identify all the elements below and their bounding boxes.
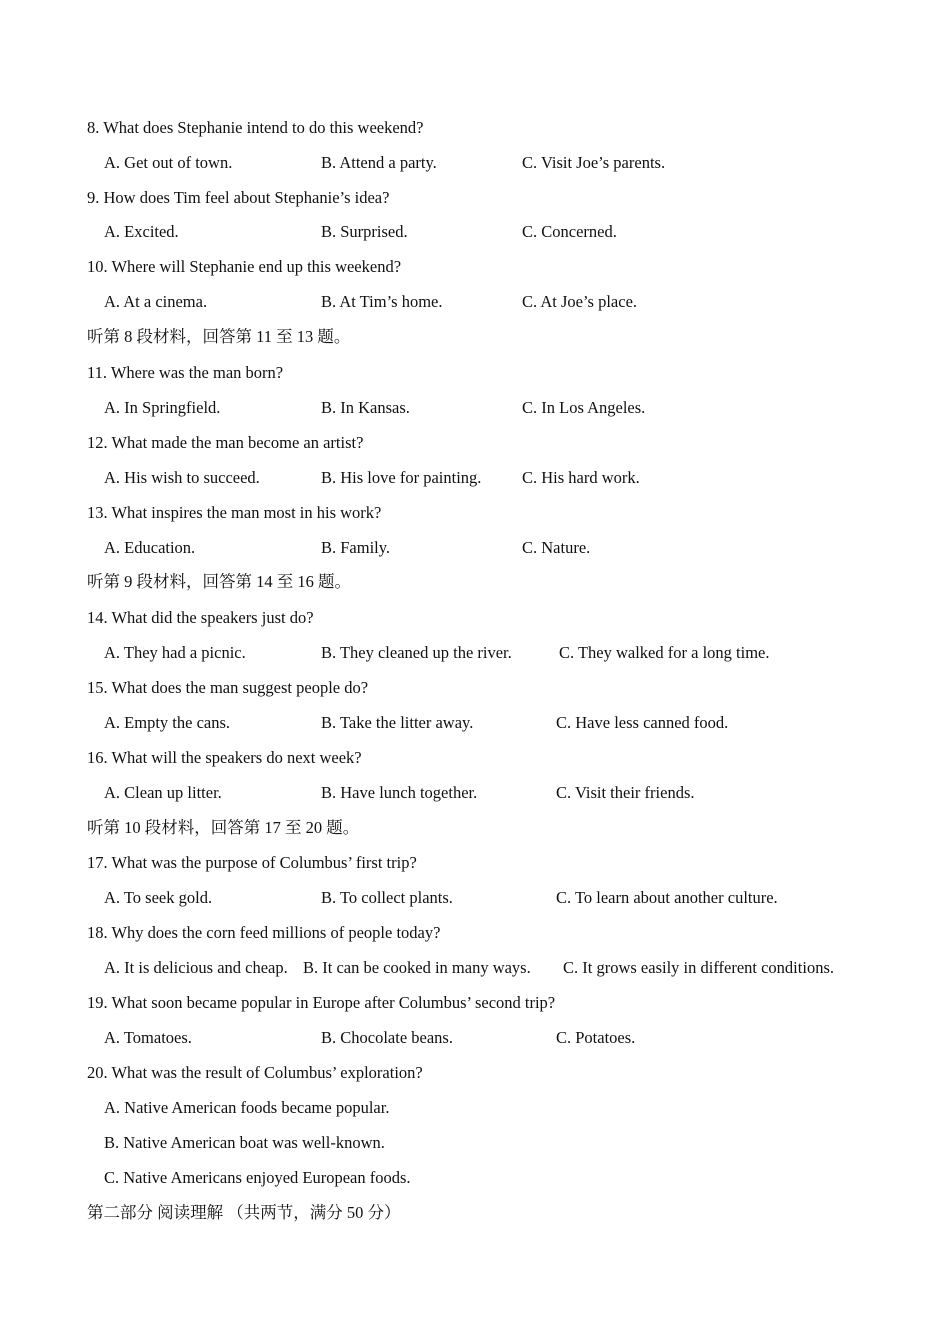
question-16-option-c: C. Visit their friends.: [556, 783, 695, 802]
question-10-option-b: B. At Tim’s home.: [321, 292, 443, 311]
question-9-stem: 9. How does Tim feel about Stephanie’s idea?: [87, 188, 390, 207]
question-12-option-b: B. His love for painting.: [321, 468, 482, 487]
question-8-option-a: A. Get out of town.: [104, 153, 233, 172]
question-8-option-b: B. Attend a party.: [321, 153, 437, 172]
question-16-stem: 16. What will the speakers do next week?: [87, 748, 362, 767]
section-9-instruction: 听第 9 段材料，回答第 14 至 16 题。: [87, 572, 351, 591]
question-9-option-a: A. Excited.: [104, 222, 179, 241]
question-11-stem: 11. Where was the man born?: [87, 363, 284, 382]
question-17-stem: 17. What was the purpose of Columbus’ first trip?: [87, 853, 417, 872]
question-17-option-b: B. To collect plants.: [321, 888, 453, 907]
question-13-option-a: A. Education.: [104, 538, 196, 557]
section-10-instruction: 听第 10 段材料，回答第 17 至 20 题。: [87, 818, 360, 837]
question-20-option-b: B. Native American boat was well-known.: [104, 1133, 385, 1152]
question-20-stem: 20. What was the result of Columbus’ exploration?: [87, 1063, 423, 1082]
question-17-option-a: A. To seek gold.: [104, 888, 213, 907]
question-11-option-c: C. In Los Angeles.: [522, 398, 646, 417]
question-13-option-b: B. Family.: [321, 538, 391, 557]
question-11-option-b: B. In Kansas.: [321, 398, 410, 417]
question-14-option-a: A. They had a picnic.: [104, 643, 246, 662]
question-19-option-a: A. Tomatoes.: [104, 1028, 192, 1047]
question-18-option-b: B. It can be cooked in many ways.: [303, 958, 531, 977]
question-10-option-c: C. At Joe’s place.: [522, 292, 638, 311]
question-14-stem: 14. What did the speakers just do?: [87, 608, 314, 627]
question-12-option-c: C. His hard work.: [522, 468, 640, 487]
question-9-option-b: B. Surprised.: [321, 222, 408, 241]
question-15-option-a: A. Empty the cans.: [104, 713, 231, 732]
question-15-option-c: C. Have less canned food.: [556, 713, 729, 732]
question-17-option-c: C. To learn about another culture.: [556, 888, 778, 907]
question-8-stem: 8. What does Stephanie intend to do this weekend?: [87, 118, 424, 137]
question-9-option-c: C. Concerned.: [522, 222, 617, 241]
section-8-instruction: 听第 8 段材料，回答第 11 至 13 题。: [87, 327, 351, 346]
question-18-option-a: A. It is delicious and cheap.: [104, 958, 288, 977]
question-12-stem: 12. What made the man become an artist?: [87, 433, 364, 452]
question-18-stem: 18. Why does the corn feed millions of people today?: [87, 923, 441, 942]
question-11-option-a: A. In Springfield.: [104, 398, 221, 417]
part-2-heading: 第二部分 阅读理解 （共两节，满分 50 分）: [87, 1203, 401, 1222]
question-18-option-c: C. It grows easily in different conditions.: [563, 958, 834, 977]
question-12-option-a: A. His wish to succeed.: [104, 468, 260, 487]
question-16-option-a: A. Clean up litter.: [104, 783, 222, 802]
question-14-option-b: B. They cleaned up the river.: [321, 643, 512, 662]
question-16-option-b: B. Have lunch together.: [321, 783, 478, 802]
question-10-stem: 10. Where will Stephanie end up this weekend?: [87, 257, 402, 276]
question-19-option-b: B. Chocolate beans.: [321, 1028, 453, 1047]
question-13-stem: 13. What inspires the man most in his work?: [87, 503, 382, 522]
question-15-stem: 15. What does the man suggest people do?: [87, 678, 369, 697]
question-19-option-c: C. Potatoes.: [556, 1028, 636, 1047]
question-14-option-c: C. They walked for a long time.: [559, 643, 770, 662]
question-15-option-b: B. Take the litter away.: [321, 713, 474, 732]
question-20-option-c: C. Native Americans enjoyed European foods.: [104, 1168, 411, 1187]
question-10-option-a: A. At a cinema.: [104, 292, 208, 311]
question-19-stem: 19. What soon became popular in Europe after Columbus’ second trip?: [87, 993, 556, 1012]
question-20-option-a: A. Native American foods became popular.: [104, 1098, 390, 1117]
question-8-option-c: C. Visit Joe’s parents.: [522, 153, 666, 172]
question-13-option-c: C. Nature.: [522, 538, 591, 557]
